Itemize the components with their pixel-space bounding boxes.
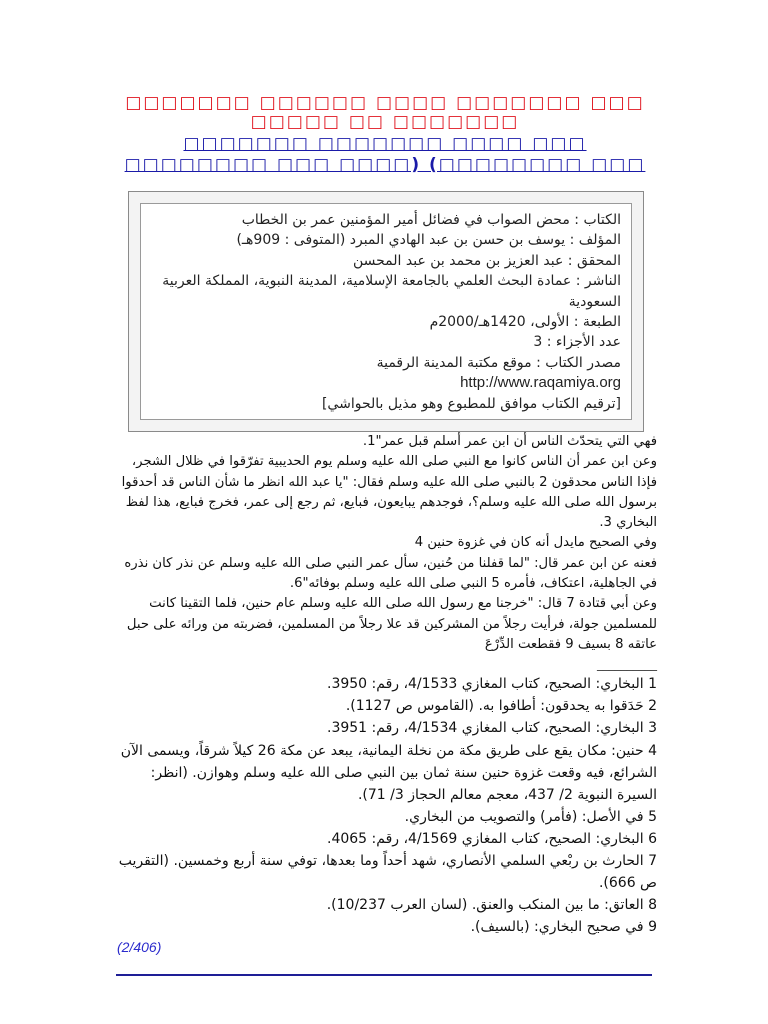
paragraph: وعن ابن عمر أن الناس كانوا مع النبي صلى الله عليه وسلم يوم الحديبية تفرّقوا في ظلال الشجر، فإذا الناس محدقون 2 بالنبي صلى الله عليه وسلم فقال: "يا عبد الله انظر ما شأن الناس قد أحدقوا برسول الله صلى الله عليه وسلم؟، فوجدهم يبايعون، فبايع، ثم رجع إلى عمر، فخرج فبايع، هذا لفظ البخاري 3. bbox=[121, 454, 657, 531]
footnote-item: 1 البخاري: الصحيح، كتاب المغازي 4/1533، رقم: 3950. bbox=[327, 676, 657, 693]
info-url: http://www.raqamiya.org bbox=[460, 374, 621, 392]
footnote-item: 3 البخاري: الصحيح، كتاب المغازي 4/1534، رقم: 3951. bbox=[327, 720, 657, 737]
footnote-item: 5 في الأصل: (فأمر) والتصويب من البخاري. bbox=[404, 808, 657, 825]
page-number: (2/406) bbox=[117, 939, 162, 955]
footnote-item: 2 حَدَقوا به يحدقون: أطافوا به. (القاموس ص 1127). bbox=[345, 698, 657, 715]
info-volumes: عدد الأجزاء : 3 bbox=[533, 334, 621, 351]
info-edition: الطبعة : الأولى، 1420هـ/2000م bbox=[429, 314, 621, 331]
info-editor: المحقق : عبد العزيز بن محمد بن عبد المحسن bbox=[353, 252, 621, 269]
bottom-divider bbox=[116, 974, 652, 976]
paragraph: فعنه عن ابن عمر قال: "لما قفلنا من حُنين، سأل عمر النبي صلى الله عليه وسلم عن نذر كان نذره في الجاهلية، اعتكاف، فأمره 5 النبي صلى الله عليه وسلم بوفائه"6. bbox=[124, 555, 657, 592]
paragraph: فهي التي يتحدّث الناس أن ابن عمر أسلم قبل عمر"1. bbox=[362, 434, 657, 449]
footnote-item: 8 العاتق: ما بين المنكب والعنق. (لسان العرب 10/237). bbox=[326, 897, 657, 914]
paragraph: وفي الصحيح مايدل أنه كان في غزوة حنين 4 bbox=[414, 535, 657, 551]
page-title: □□□□□□□ □□□□□□ □□□□ □□□□□□□ □□□ □□□□□ □□ □□□□□□□ bbox=[125, 93, 645, 132]
title-link[interactable]: □□□□□□□ □□□□□□□ □□□□ □□□ □□□□□□□□ □□□ □□□□) (□□□□□□□□ □□□ bbox=[124, 134, 646, 175]
footnote-item: 6 البخاري: الصحيح، كتاب المغازي 4/1569، رقم: 4065. bbox=[327, 830, 657, 847]
main-text bbox=[113, 432, 657, 938]
info-source: مصدر الكتاب : موقع مكتبة المدينة الرقمية bbox=[376, 354, 621, 371]
info-note: [ترقيم الكتاب موافق للمطبوع وهو مذيل بالحواشي] bbox=[321, 395, 621, 412]
paragraph: وعن أبي قتادة 7 قال: "خرجنا مع رسول الله صلى الله عليه وسلم عام حنين، فلما التقينا كانت للمسلمين جولة، فرأيت رجلاً من المشركين قد علا رجلاً من المسلمين، فضربته من ورائه على حبل عاتقه 8 بسيف 9 فقطعت الدِّرْعَ bbox=[126, 596, 657, 652]
footnote-item: 4 حنين: مكان يقع على طريق مكة من نخلة اليمانية، يبعد عن مكة 26 كيلاً شرقاً، ويسمى الآن الشرائع، فيه وقعت غزوة حنين سنة ثمان بين النبي صلى الله عليه وسلم وهوازن. (انظر: السيرة النبوية 2/ 437، معجم معالم الحجاز 3/ 71). bbox=[120, 742, 657, 803]
info-publisher: الناشر : عمادة البحث العلمي بالجامعة الإسلامية، المدينة النبوية، المملكة العربية السعودية bbox=[162, 273, 621, 310]
book-info-box bbox=[140, 203, 632, 420]
footnote-separator: __________ bbox=[597, 657, 657, 672]
info-author: المؤلف : يوسف بن حسن بن عبد الهادي المبرد (المتوفى : 909هـ) bbox=[236, 232, 621, 249]
footnote-item: 9 في صحيح البخاري: (بالسيف). bbox=[470, 919, 657, 936]
footnotes bbox=[113, 673, 657, 938]
book-info-frame bbox=[128, 191, 644, 432]
footnote-item: 7 الحارث بن ربْعي السلمي الأنصاري، شهد أحداً وما بعدها، توفي سنة أربع وخمسين. (التقريب ص 666). bbox=[118, 853, 657, 892]
info-book-title: الكتاب : محض الصواب في فضائل أمير المؤمنين عمر بن الخطاب bbox=[241, 212, 621, 228]
